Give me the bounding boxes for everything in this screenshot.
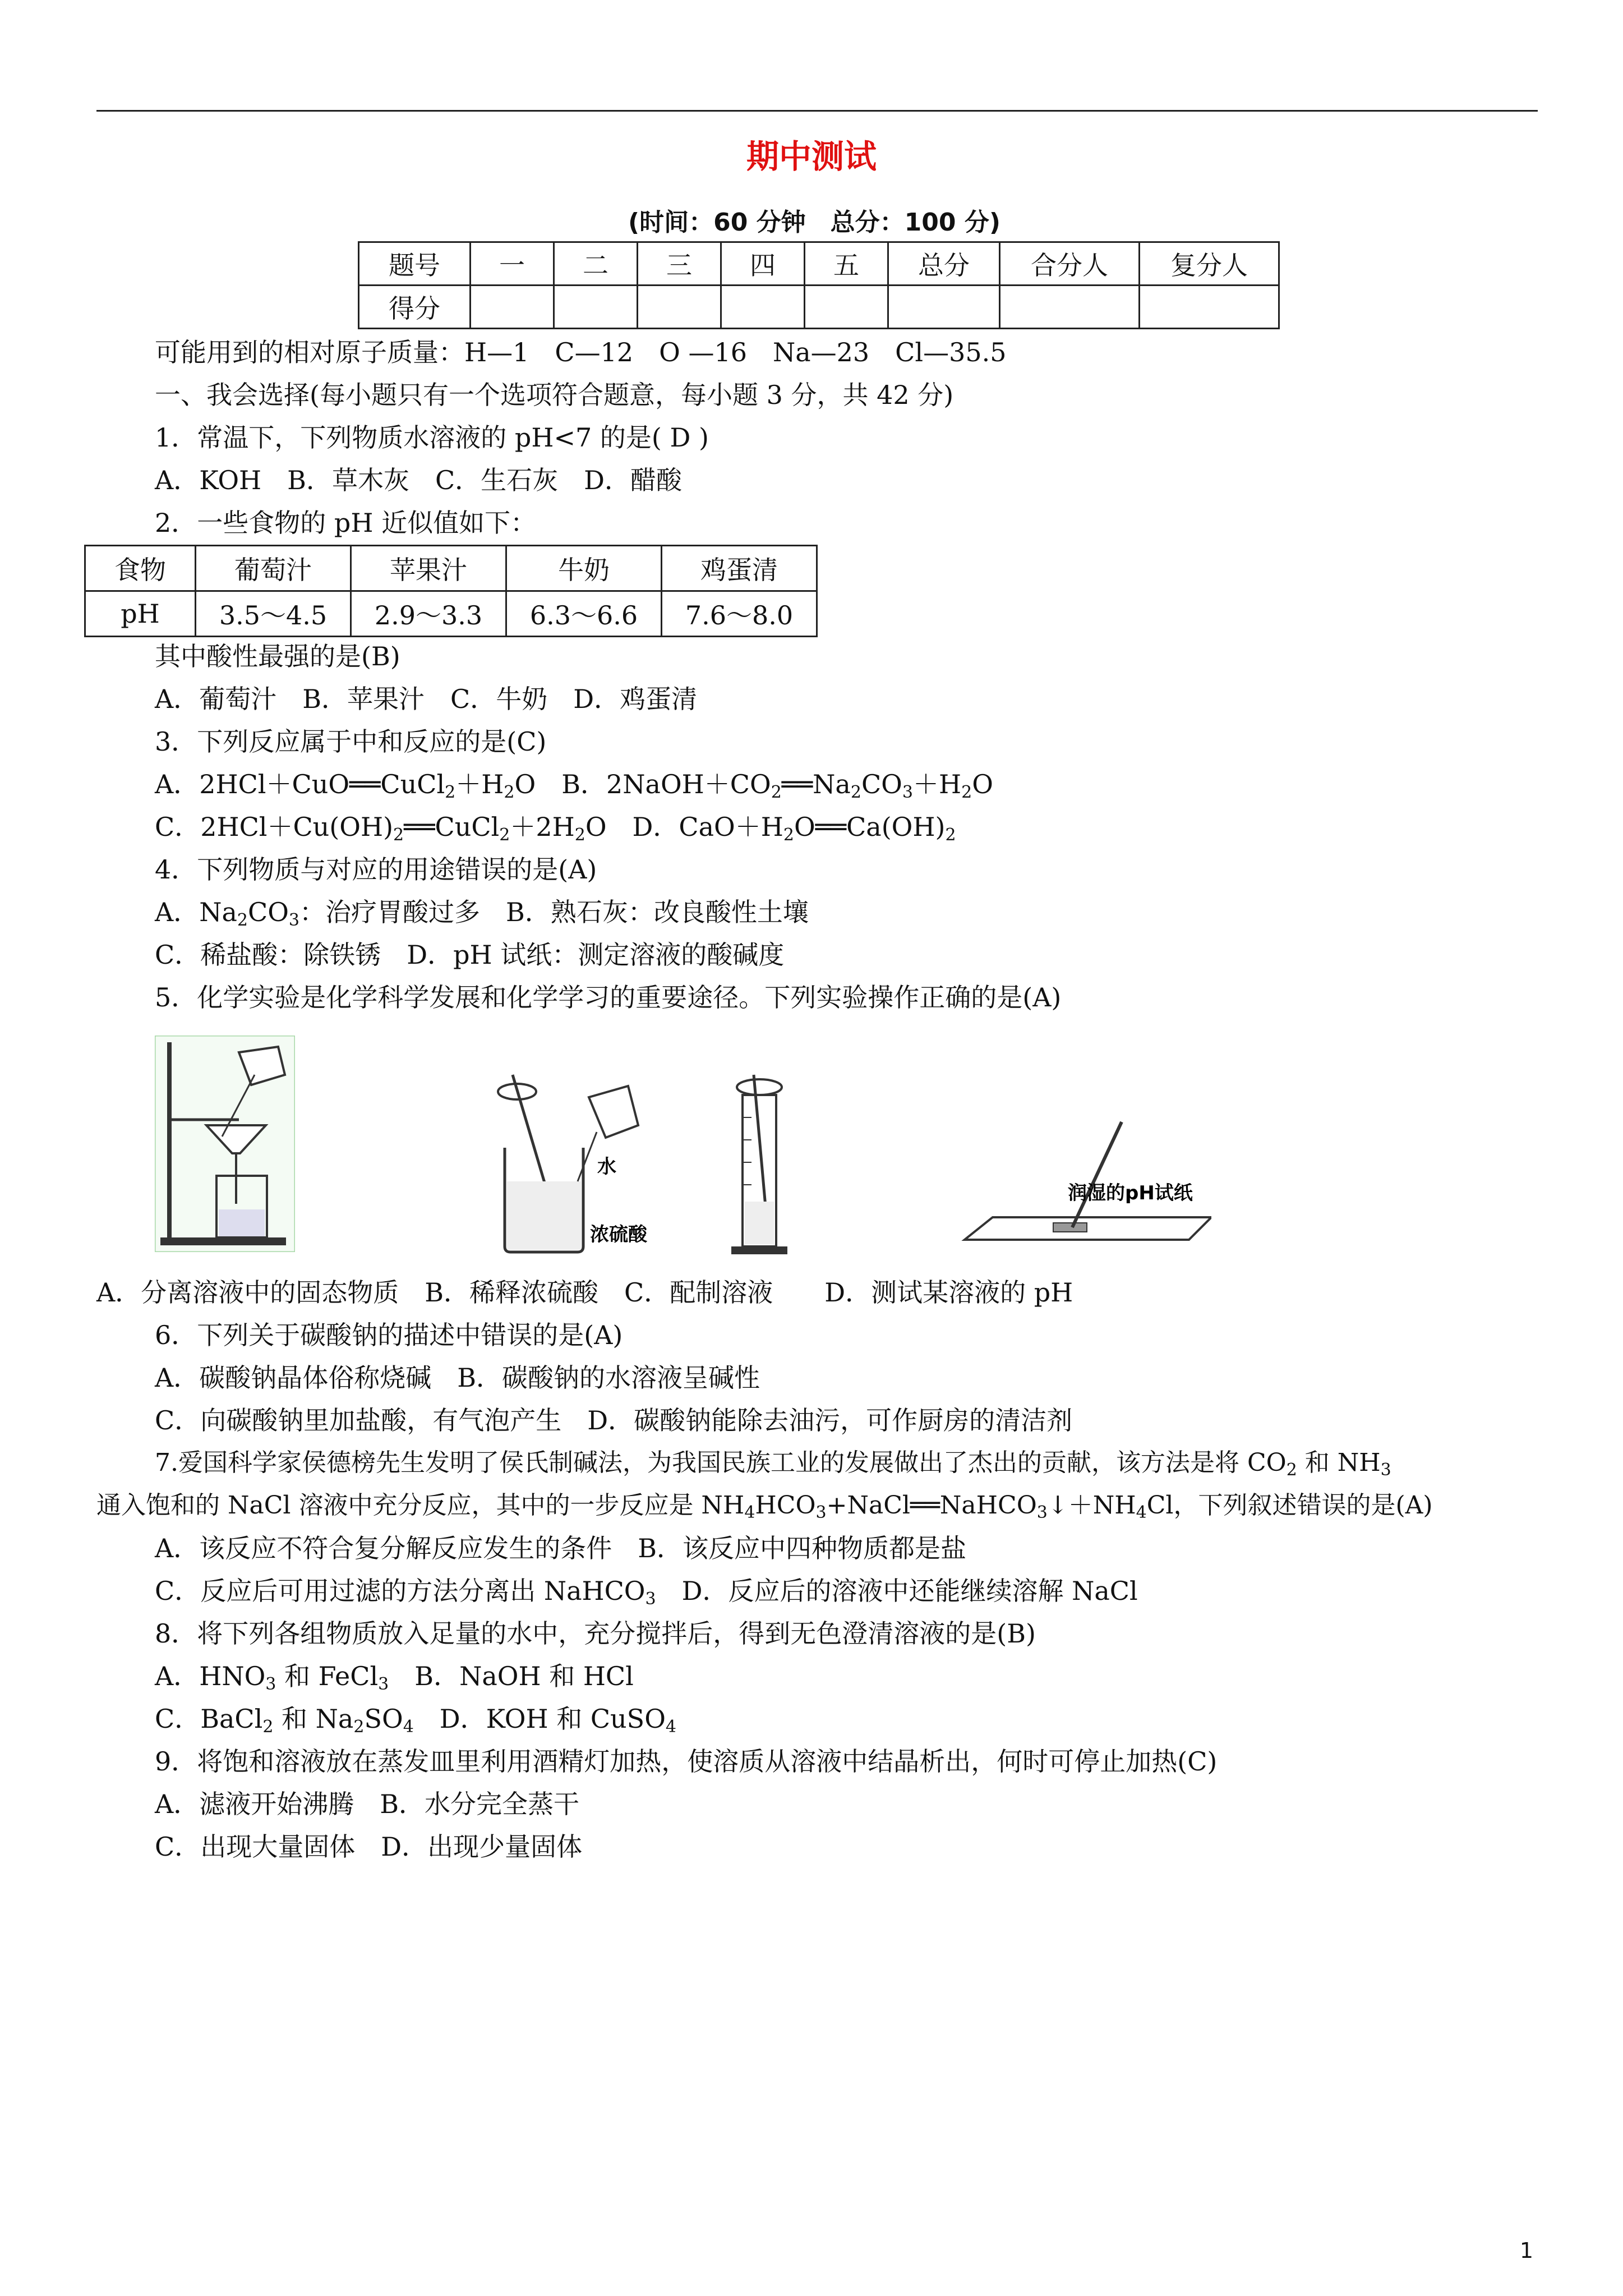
score-cell[interactable] <box>1000 286 1140 329</box>
score-table <box>358 241 1280 329</box>
ph-table <box>84 545 818 637</box>
page-title: 期中测试 <box>746 137 877 176</box>
table-cell: 复分人 <box>1140 242 1279 286</box>
table-cell: 合分人 <box>1000 242 1140 286</box>
filtration-figure <box>155 1036 295 1252</box>
q6-options-cd: C．向碳酸钠里加盐酸，有气泡产生 D．碳酸钠能除去油污，可作厨房的清洁剂 <box>155 1405 1073 1435</box>
ph-paper-label: 润湿的pH试纸 <box>1068 1182 1193 1204</box>
q9-options-ab: A．滤液开始沸腾 B．水分完全蒸干 <box>155 1789 580 1819</box>
q9-stem: 9．将饱和溶液放在蒸发皿里利用酒精灯加热，使溶质从溶液中结晶析出，何时可停止加热(C) <box>155 1746 1218 1777</box>
atomic-mass: 可能用到的相对原子质量：H—1 C—12 O —16 Na—23 Cl—35.5 <box>155 337 1007 367</box>
table-cell: 题号 <box>359 242 471 286</box>
q8-stem: 8．将下列各组物质放入足量的水中，充分搅拌后，得到无色澄清溶液的是(B) <box>155 1618 1036 1649</box>
q6-stem: 6．下列关于碳酸钠的描述中错误的是(A) <box>155 1320 623 1350</box>
q1-options: A．KOH B．草木灰 C．生石灰 D．醋酸 <box>155 465 683 495</box>
table-cell: 苹果汁 <box>351 546 506 591</box>
score-cell[interactable] <box>471 286 554 329</box>
table-cell: 一 <box>471 242 554 286</box>
table-row <box>359 242 1279 286</box>
q2-options: A．葡萄汁 B．苹果汁 C．牛奶 D．鸡蛋清 <box>155 684 698 714</box>
score-cell[interactable] <box>805 286 888 329</box>
q2-stem: 2．一些食物的 pH 近似值如下： <box>155 508 537 538</box>
dilution-figure <box>494 1069 684 1260</box>
score-cell[interactable] <box>638 286 721 329</box>
table-cell: 食物 <box>85 546 196 591</box>
q8-options-cd: C．BaCl$_2$ 和 $Na_2SO_4$ D．KOH 和 CuSO$_4$ <box>155 1704 677 1737</box>
q4-options-cd: C．稀盐酸：除铁锈 D．pH 试纸：测定溶液的酸碱度 <box>155 940 785 970</box>
table-row <box>85 591 817 637</box>
page-number: 1 <box>1519 2238 1533 2263</box>
q7-stem-line1: 7.爱国科学家侯德榜先生发明了侯氏制碱法，为我国民族工业的发展做出了杰出的贡献，该方法是将 $CO_2$ 和 $NH_3$ <box>155 1448 1391 1480</box>
top-rule <box>96 110 1538 112</box>
table-cell: 葡萄汁 <box>196 546 351 591</box>
q7-options-ab: A．该反应不符合复分解反应发生的条件 B．该反应中四种物质都是盐 <box>155 1533 967 1563</box>
table-cell: 得分 <box>359 286 471 329</box>
table-cell: 四 <box>721 242 805 286</box>
ph-paper-figure <box>953 1116 1211 1251</box>
table-cell: pH <box>85 591 196 637</box>
table-cell: 7.6～8.0 <box>662 591 817 637</box>
table-cell: 总分 <box>888 242 1000 286</box>
exam-info: (时间：60 分钟 总分：100 分) <box>628 208 1000 237</box>
q2-after: 其中酸性最强的是(B) <box>155 641 400 671</box>
q3-options-ab: A．$2HCl+CuO══CuCl_2+H_2O$ B．$2NaOH+CO_2══Na_2CO_3+H_2O$ <box>155 769 993 802</box>
table-cell: 6.3～6.6 <box>506 591 662 637</box>
score-cell[interactable] <box>554 286 638 329</box>
section-heading: 一、我会选择(每小题只有一个选项符合题意，每小题 3 分，共 42 分) <box>155 380 954 410</box>
q6-options-ab: A．碳酸钠晶体俗称烧碱 B．碳酸钠的水溶液呈碱性 <box>155 1363 760 1393</box>
q7-stem-line2: 通入饱和的 NaCl 溶液中充分反应，其中的一步反应是 $NH_4HCO_3+NaCl══NaHCO_3↓+NH_4Cl$，下列叙述错误的是(A) <box>96 1491 1433 1522</box>
q4-stem: 4．下列物质与对应的用途错误的是(A) <box>155 854 597 885</box>
q5-stem: 5．化学实验是化学科学发展和化学学习的重要途径。下列实验操作正确的是(A) <box>155 982 1062 1013</box>
table-row <box>85 546 817 591</box>
table-cell: 牛奶 <box>506 546 662 591</box>
score-cell[interactable] <box>888 286 1000 329</box>
q3-stem: 3．下列反应属于中和反应的是(C) <box>155 726 547 757</box>
measuring-cylinder-figure <box>723 1073 808 1260</box>
table-cell: 鸡蛋清 <box>662 546 817 591</box>
acid-label: 浓硫酸 <box>590 1223 647 1246</box>
q8-options-ab: A．$HNO_3$ 和 FeCl$_3$ B．NaOH 和 HCl <box>155 1661 634 1694</box>
table-cell: 三 <box>638 242 721 286</box>
table-cell: 3.5～4.5 <box>196 591 351 637</box>
table-row <box>359 286 1279 329</box>
table-cell: 2.9～3.3 <box>351 591 506 637</box>
score-cell[interactable] <box>1140 286 1279 329</box>
q9-options-cd: C．出现大量固体 D．出现少量固体 <box>155 1832 583 1862</box>
q4-options-ab: A．$Na_2CO_3$：治疗胃酸过多 B．熟石灰：改良酸性土壤 <box>155 897 809 930</box>
score-cell[interactable] <box>721 286 805 329</box>
q5-options: A．分离溶液中的固态物质 B．稀释浓硫酸 C．配制溶液 D．测试某溶液的 pH <box>96 1277 1073 1308</box>
water-label: 水 <box>597 1156 616 1178</box>
table-cell: 五 <box>805 242 888 286</box>
q3-options-cd: C．$2HCl+Cu(OH)_2══CuCl_2+2H_2O$ D．$CaO+H_2O══Ca(OH)_2$ <box>155 812 956 845</box>
table-cell: 二 <box>554 242 638 286</box>
q7-options-cd: C．反应后可用过滤的方法分离出 NaHCO$_3$ D．反应后的溶液中还能继续溶解 NaCl <box>155 1576 1138 1609</box>
q1-stem: 1．常温下，下列物质水溶液的 pH<7 的是( D ) <box>155 422 709 453</box>
